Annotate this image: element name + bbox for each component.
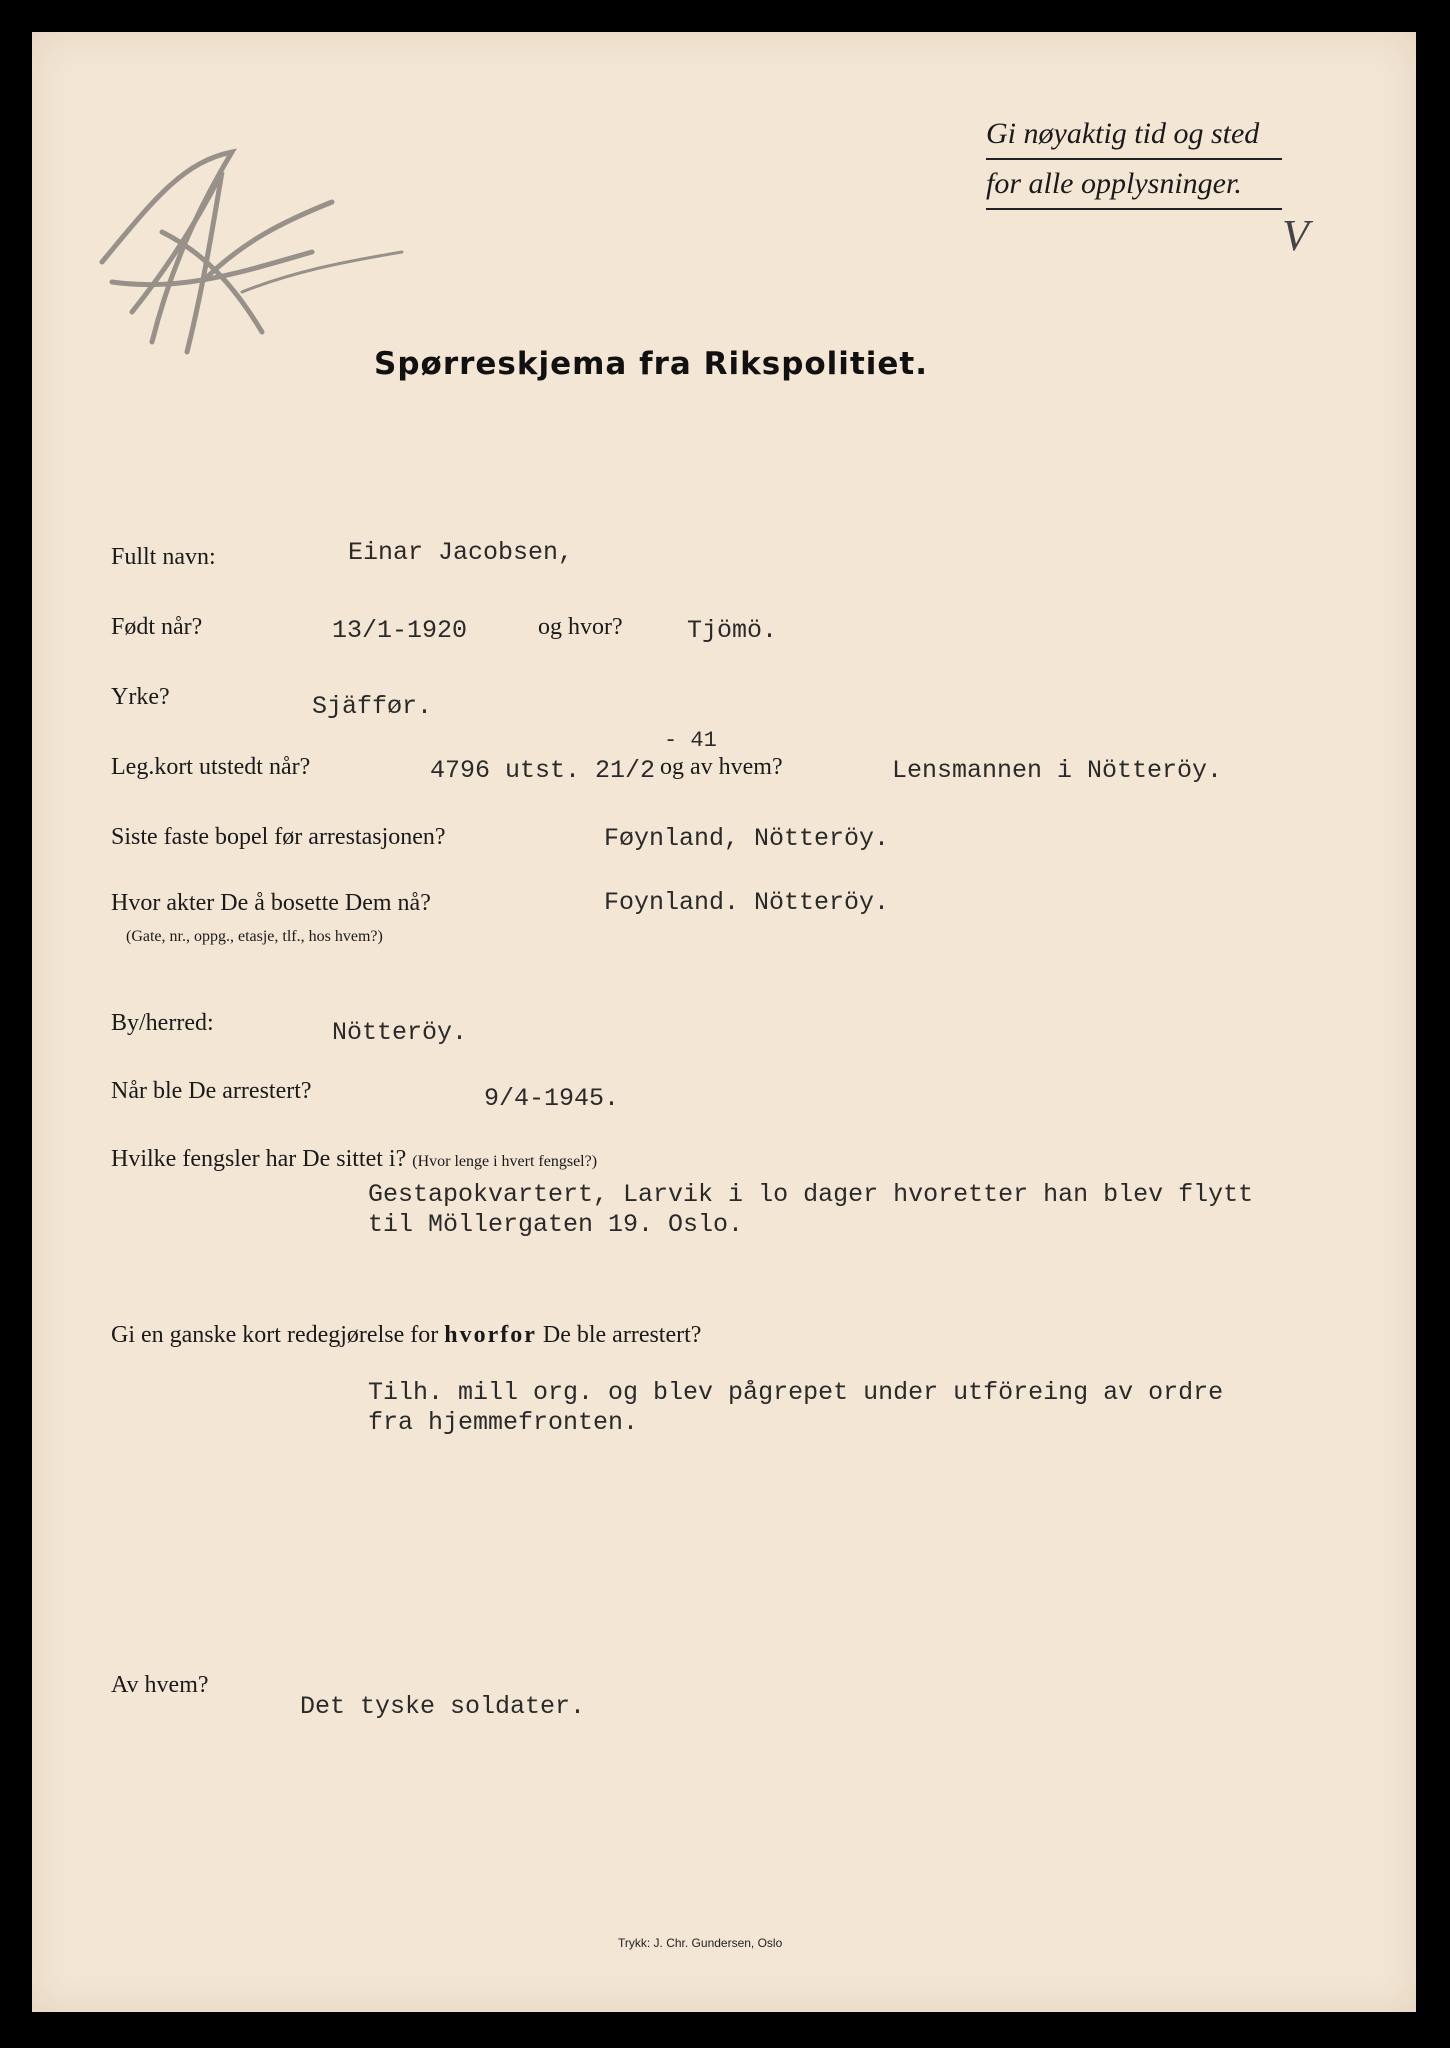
value-born-when: 13/1-1920 bbox=[332, 616, 468, 645]
notice-line-1: Gi nøyaktig tid og sted bbox=[986, 110, 1282, 160]
label-prisons-main: Hvilke fengsler har De sittet i? bbox=[111, 1146, 407, 1172]
value-municipality: Nötteröy. bbox=[332, 1018, 468, 1047]
label-prisons bbox=[111, 1146, 597, 1173]
label-last-residence: Siste faste bopel før arrestasjonen? bbox=[111, 824, 446, 850]
label-arrested-by: Av hvem? bbox=[111, 1672, 209, 1698]
label-arrest-reason-pre: Gi en ganske kort redegjørelse for bbox=[111, 1322, 439, 1348]
label-arrest-reason-post: De ble arrestert? bbox=[542, 1322, 702, 1348]
label-born-where: og hvor? bbox=[538, 614, 623, 640]
value-arrest-date: 9/4-1945. bbox=[484, 1084, 620, 1113]
label-arrest-date: Når ble De arrestert? bbox=[111, 1078, 312, 1104]
value-arrest-reason-line-2: fra hjemmefronten. bbox=[368, 1408, 639, 1437]
printer-imprint: Trykk: J. Chr. Gundersen, Oslo bbox=[618, 1936, 783, 1950]
form-title: Spørreskjema fra Rikspolitiet. bbox=[374, 346, 929, 382]
label-arrest-reason-emph: hvorfor bbox=[444, 1322, 537, 1348]
value-arrest-reason-line-1: Tilh. mill org. og blev pågrepet under utföreing av ordre bbox=[368, 1378, 1224, 1407]
check-mark: V bbox=[1282, 211, 1309, 260]
signature-scribble bbox=[92, 142, 412, 372]
value-occupation: Sjäffør. bbox=[312, 692, 433, 721]
notice-line-2: for alle opplysninger. bbox=[986, 160, 1282, 210]
value-id-card: 4796 utst. 21/2 bbox=[430, 756, 656, 785]
value-issued-by: Lensmannen i Nötteröy. bbox=[892, 756, 1223, 785]
value-last-residence: Føynland, Nötteröy. bbox=[604, 824, 890, 853]
label-id-card: Leg.kort utstedt når? bbox=[111, 754, 311, 780]
label-occupation: Yrke? bbox=[111, 684, 170, 710]
value-future-residence: Foynland. Nötteröy. bbox=[604, 888, 890, 917]
label-prisons-hint: (Hvor lenge i hvert fengsel?) bbox=[412, 1153, 598, 1170]
label-municipality: By/herred: bbox=[111, 1010, 214, 1036]
value-prisons-line-1: Gestapokvartert, Larvik i lo dager hvoretter han blev flytt bbox=[368, 1180, 1254, 1209]
label-born-when: Født når? bbox=[111, 614, 203, 640]
label-issued-by: og av hvem? bbox=[660, 754, 783, 780]
label-arrest-reason bbox=[111, 1322, 701, 1349]
label-full-name: Fullt navn: bbox=[111, 544, 216, 570]
label-future-residence-hint: (Gate, nr., oppg., etasje, tlf., hos hvem?) bbox=[126, 928, 383, 945]
label-future-residence: Hvor akter De å bosette Dem nå? bbox=[111, 890, 431, 916]
value-prisons-line-2: til Möllergaten 19. Oslo. bbox=[368, 1210, 744, 1239]
notice-box bbox=[986, 110, 1282, 210]
value-id-card-year: - 41 bbox=[664, 728, 717, 753]
form-page bbox=[32, 32, 1416, 2012]
value-arrested-by: Det tyske soldater. bbox=[300, 1692, 586, 1721]
value-born-where: Tjömö. bbox=[687, 616, 778, 645]
value-full-name: Einar Jacobsen, bbox=[348, 538, 574, 567]
